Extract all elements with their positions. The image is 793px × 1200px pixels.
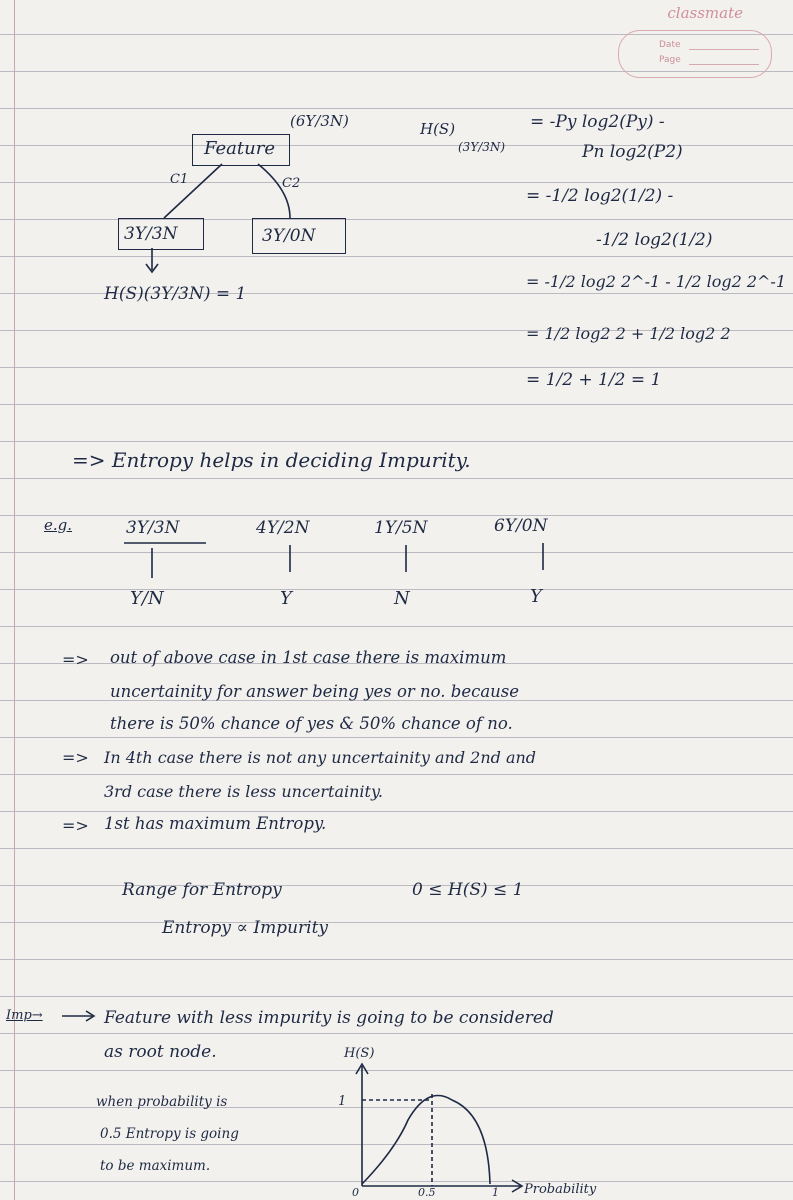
derivation-lhs-sub: (3Y/3N)	[458, 140, 506, 154]
derivation-step-7: = 1/2 + 1/2 = 1	[526, 370, 662, 390]
entropy-curve	[362, 1096, 490, 1185]
case-2-result: Y	[280, 588, 292, 609]
note-1-line-2: uncertainity for answer being yes or no. because	[110, 682, 520, 701]
tree-root-counts: (6Y/3N)	[290, 112, 349, 130]
derivation-lhs: H(S)	[420, 120, 456, 138]
example-label: e.g.	[44, 516, 73, 534]
case-3-split: 1Y/5N	[374, 518, 428, 538]
case-3-result: N	[394, 588, 410, 609]
brand-logo: classmate	[667, 4, 743, 22]
graph-x-tick-mid: 0.5	[418, 1186, 436, 1199]
note-2-arrow: =>	[62, 748, 89, 767]
branch-right-label: C2	[282, 176, 301, 191]
note-2-line-2: 3rd case there is less uncertainity.	[104, 782, 383, 801]
range-sub: Entropy ∝ Impurity	[162, 918, 329, 938]
note-1-line-3: there is 50% chance of yes & 50% chance of no.	[110, 714, 513, 733]
derivation-step-6: = 1/2 log2 2 + 1/2 log2 2	[526, 324, 731, 343]
note-1-line-1: out of above case in 1st case there is maximum	[110, 648, 507, 667]
graph-x-tick-1: 1	[492, 1186, 499, 1199]
tree-edge-left	[164, 164, 222, 218]
branch-left-label: C1	[170, 172, 189, 187]
side-note-line-3: to be maximum.	[100, 1158, 211, 1174]
graph-x-label: Probability	[524, 1182, 597, 1197]
note-2-line-1: In 4th case there is not any uncertainity and 2nd and	[104, 748, 537, 767]
note-3-line-1: 1st has maximum Entropy.	[104, 814, 327, 833]
case-2-split: 4Y/2N	[256, 518, 310, 538]
derivation-step-1: = -Py log2(Py) -	[530, 112, 665, 132]
important-line-1: Feature with less impurity is going to be considered	[104, 1008, 554, 1028]
tree-left-leaf-label: 3Y/3N	[124, 224, 178, 244]
case-4-result: Y	[530, 586, 542, 607]
case-4-split: 6Y/0N	[494, 516, 548, 536]
entropy-statement: => Entropy helps in deciding Impurity.	[72, 448, 471, 472]
side-note-line-2: 0.5 Entropy is going	[100, 1126, 239, 1142]
tree-left-entropy: H(S)(3Y/3N) = 1	[104, 284, 247, 304]
derivation-step-2: Pn log2(P2)	[582, 142, 683, 162]
graph-y-tick: 1	[338, 1094, 347, 1109]
tree-root-label: Feature	[204, 138, 275, 159]
date-label: Date	[659, 40, 681, 50]
derivation-step-5: = -1/2 log2 2^-1 - 1/2 log2 2^-1	[526, 272, 787, 291]
page-label: Page	[659, 55, 681, 65]
note-1-arrow: =>	[62, 650, 89, 669]
graph-y-label: H(S)	[344, 1046, 375, 1061]
tree-edge-right	[258, 164, 290, 218]
derivation-step-3: = -1/2 log2(1/2) -	[526, 186, 674, 206]
side-note-line-1: when probability is	[96, 1094, 228, 1110]
note-3-arrow: =>	[62, 816, 89, 835]
derivation-step-4: -1/2 log2(1/2)	[596, 230, 713, 250]
case-1-result: Y/N	[130, 588, 164, 609]
case-1-split: 3Y/3N	[126, 518, 180, 538]
graph-x-tick-0: 0	[352, 1186, 359, 1199]
important-tag: Imp→	[6, 1008, 43, 1023]
tree-right-leaf-label: 3Y/0N	[262, 226, 316, 246]
important-line-2: as root node.	[104, 1042, 217, 1062]
range-label: Range for Entropy	[122, 880, 282, 900]
range-value: 0 ≤ H(S) ≤ 1	[412, 880, 524, 900]
